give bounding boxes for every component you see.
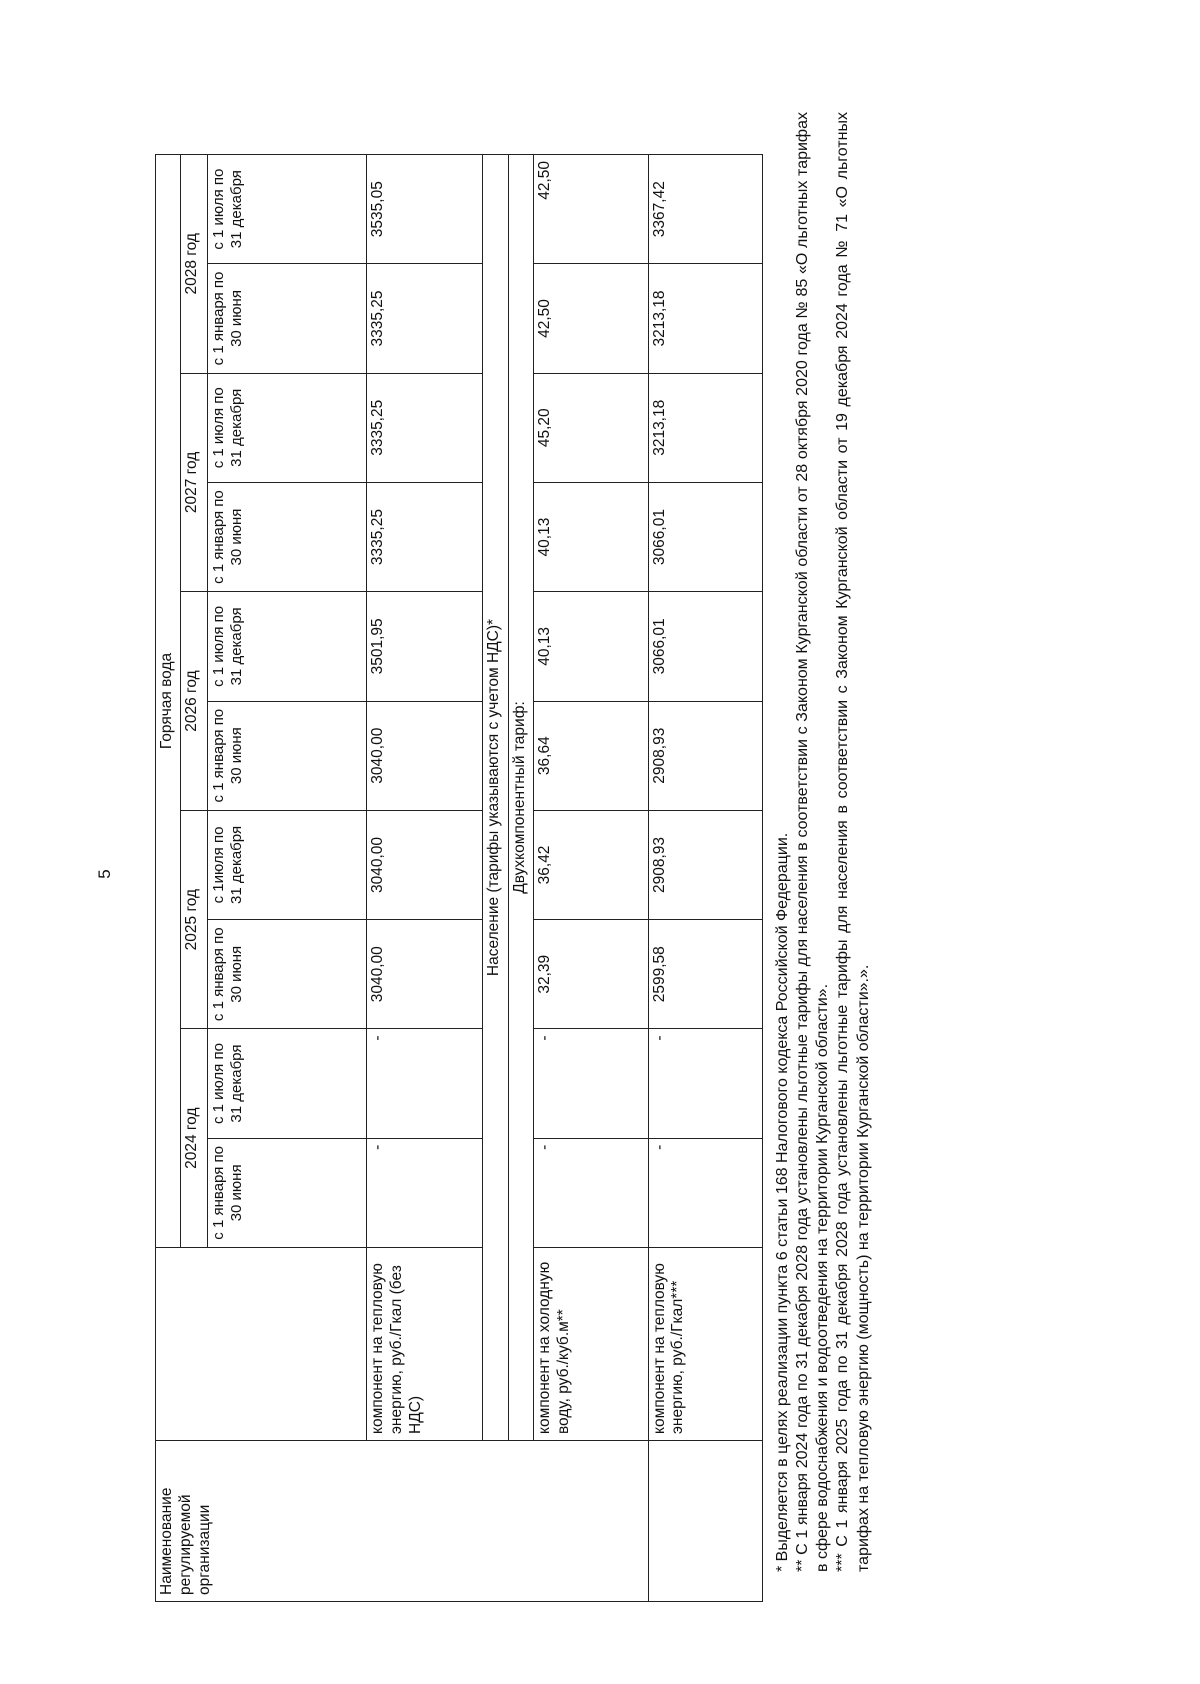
period-2024-h2: с 1 июля по 31 декабря <box>207 1029 366 1138</box>
table-cell: 42,50 <box>534 264 648 373</box>
period-2026-h2: с 1 июля по 31 декабря <box>207 592 366 701</box>
period-2027-h2: с 1 июля по 31 декабря <box>207 373 366 482</box>
year-2025: 2025 год <box>181 810 207 1029</box>
table-cell: 40,13 <box>534 482 648 591</box>
table-cell: 42,50 <box>534 155 648 264</box>
group-header: Горячая вода <box>156 155 181 1248</box>
tariff-table <box>155 154 763 1602</box>
table-cell: 36,64 <box>534 701 648 810</box>
corner-blank <box>648 1441 763 1602</box>
row-label: компонент на тепловую энергию, руб./Гкал*** <box>648 1248 763 1441</box>
row-label: компонент на холодную воду, руб./куб.м** <box>534 1248 648 1441</box>
year-2026: 2026 год <box>181 592 207 811</box>
table-cell: 3040,00 <box>366 920 483 1029</box>
table-cell: 2599,58 <box>648 920 763 1029</box>
table-cell: 40,13 <box>534 592 648 701</box>
row-label: компонент на тепловую энергию, руб./Гкал (без НДС) <box>366 1248 483 1441</box>
table-cell: - <box>648 1029 763 1138</box>
footnotes <box>773 112 874 1602</box>
table-cell: 3335,25 <box>366 373 483 482</box>
year-2027: 2027 год <box>181 373 207 592</box>
table-cell: 32,39 <box>534 920 648 1029</box>
period-2024-h1: с 1 января по 30 июня <box>207 1138 366 1247</box>
table-cell: 2908,93 <box>648 810 763 919</box>
table-cell: 3535,05 <box>366 155 483 264</box>
table-cell: 3040,00 <box>366 810 483 919</box>
period-2026-h1: с 1 января по 30 июня <box>207 701 366 810</box>
table-cell: 36,42 <box>534 810 648 919</box>
period-2025-h1: с 1 января по 30 июня <box>207 920 366 1029</box>
table-row <box>648 155 763 1602</box>
population-header: Население (тарифы указываются с учетом НДС)* <box>483 155 508 1441</box>
rotated-content <box>155 112 1055 1602</box>
year-2024: 2024 год <box>181 1029 207 1248</box>
table-cell: 3213,18 <box>648 373 763 482</box>
table-cell: 3335,25 <box>366 264 483 373</box>
table-cell: - <box>648 1138 763 1247</box>
table-cell: - <box>366 1029 483 1138</box>
table-cell: 3040,00 <box>366 701 483 810</box>
table-row <box>366 155 483 1602</box>
period-2027-h1: с 1 января по 30 июня <box>207 482 366 591</box>
table-cell: 3213,18 <box>648 264 763 373</box>
corner-label: Наименование регулируемой организации <box>156 1441 649 1602</box>
period-2028-h2: с 1 июля по 31 декабря <box>207 155 366 264</box>
table-cell: 3066,01 <box>648 592 763 701</box>
table-cell: - <box>534 1029 648 1138</box>
year-2028: 2028 год <box>181 155 207 374</box>
table-row <box>534 155 648 1602</box>
table-cell: 2908,93 <box>648 701 763 810</box>
table-cell: - <box>366 1138 483 1247</box>
footnote-2: ** С 1 января 2024 года по 31 декабря 2028 года установлены льготные тарифы для населения в соответствии с Законом Курганской области от 28 октября 2020 года № 85 «О льготных тарифах в сфере водоснабжения и водоотведения на территории Курганской области». <box>794 112 832 1572</box>
table-cell: 3501,95 <box>366 592 483 701</box>
period-2025-h2: с 1июля по 31 декабря <box>207 810 366 919</box>
period-2028-h1: с 1 января по 30 июня <box>207 264 366 373</box>
table-cell: 3066,01 <box>648 482 763 591</box>
two-component-header: Двухкомпонентный тариф: <box>508 155 533 1441</box>
footnote-3: *** С 1 января 2025 года по 31 декабря 2028 года установлены льготные тарифы для населения в соответствии с Законом Курганской области от 19 декабря 2024 года № 71 «О льготных тарифах на тепловую энергию (мощность) на территории Курганской области».». <box>834 112 872 1572</box>
table-cell: - <box>534 1138 648 1247</box>
table-cell: 45,20 <box>534 373 648 482</box>
table-cell: 3367,42 <box>648 155 763 264</box>
component-header-blank <box>156 1248 367 1441</box>
page-number: 5 <box>95 869 114 879</box>
table-cell: 3335,25 <box>366 482 483 591</box>
footnote-1: * Выделяется в целях реализации пункта 6 статьи 168 Налогового кодекса Российской Федерации. <box>774 832 791 1572</box>
